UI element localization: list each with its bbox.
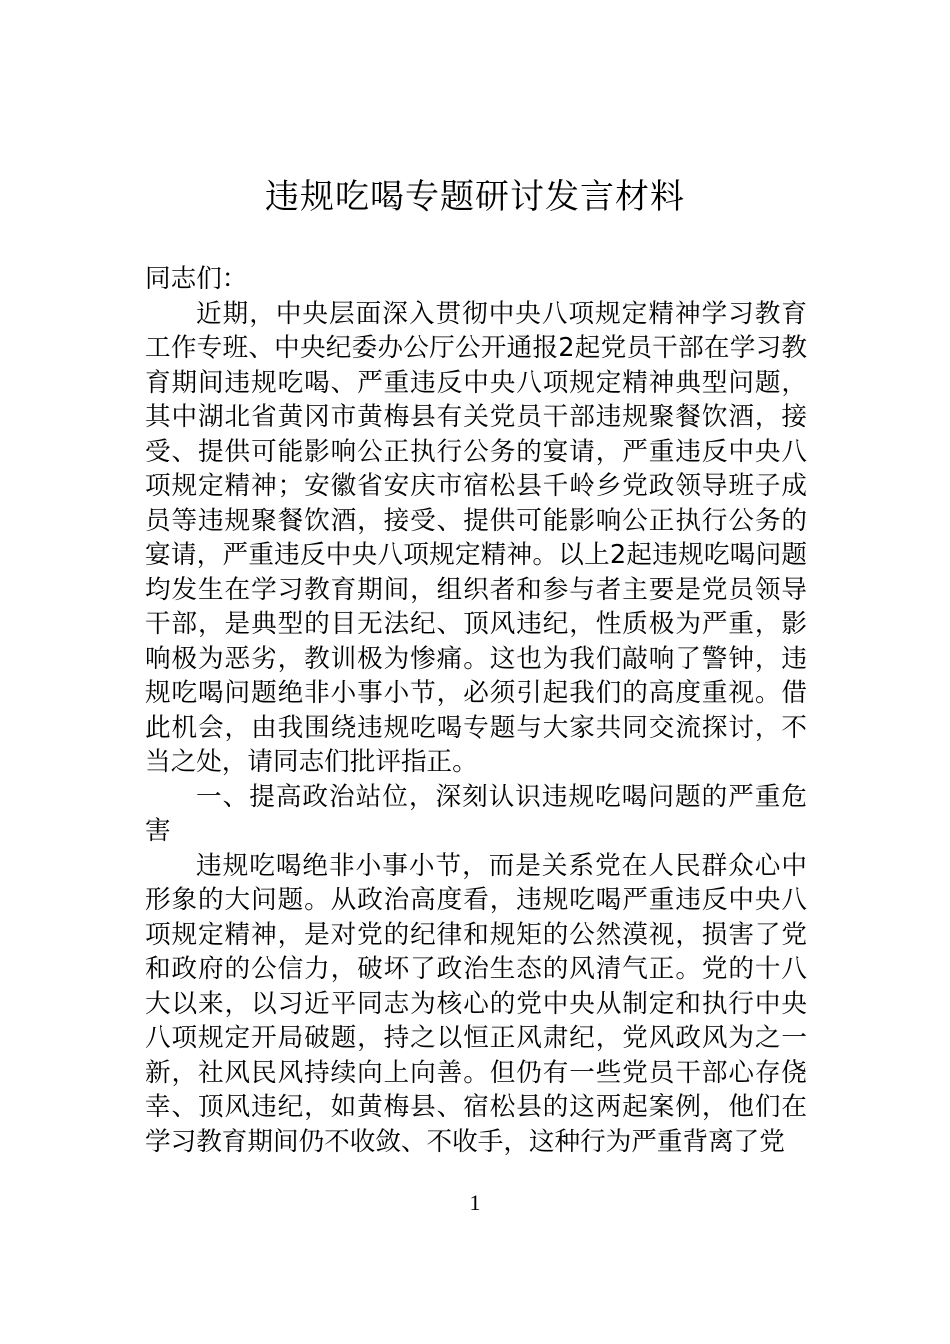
document-body — [145, 262, 807, 1159]
salutation: 同志们： — [145, 264, 248, 294]
page-number: 1 — [469, 1190, 481, 1215]
intro-paragraph: 近期，中央层面深入贯彻中央八项规定精神学习教育工作专班、中央纪委办公厅公开通报2起党员干部在学习教育期间违规吃喝、严重违反中央八项规定精神典型问题，其中湖北省黄冈市黄梅县有关党员干部违规聚餐饮酒，接受、提供可能影响公正执行公务的宴请，严重违反中央八项规定精神；安徽省安庆市宿松县千岭乡党政领导班子成员等违规聚餐饮酒，接受、提供可能影响公正执行公务的宴请，严重违反中央八项规定精神。以上2起违规吃喝问题均发生在学习教育期间，组织者和参与者主要是党员领导干部，是典型的目无法纪、顶风违纪，性质极为严重，影响极为恶劣，教训极为惨痛。这也为我们敲响了警钟，违规吃喝问题绝非小事小节，必须引起我们的高度重视。借此机会，由我围绕违规吃喝专题与大家共同交流探讨，不当之处，请同志们批评指正。 — [145, 298, 807, 777]
document-title: 违规吃喝专题研讨发言材料 — [265, 177, 685, 217]
section-heading: 一、提高政治站位，深刻认识违规吃喝问题的严重危害 — [145, 781, 807, 846]
section-paragraph: 违规吃喝绝非小事小节，而是关系党在人民群众心中形象的大问题。从政治高度看，违规吃喝严重违反中央八项规定精神，是对党的纪律和规矩的公然漠视，损害了党和政府的公信力，破坏了政治生态的风清气正。党的十八大以来，以习近平同志为核心的党中央从制定和执行中央八项规定开局破题，持之以恒正风肃纪，党风政风为之一新，社风民风持续向上向善。但仍有一些党员干部心存侥幸、顶风违纪，如黄梅县、宿松县的这两起案例，他们在学习教育期间仍不收敛、不收手，这种行为严重背离了党 — [145, 850, 807, 1157]
